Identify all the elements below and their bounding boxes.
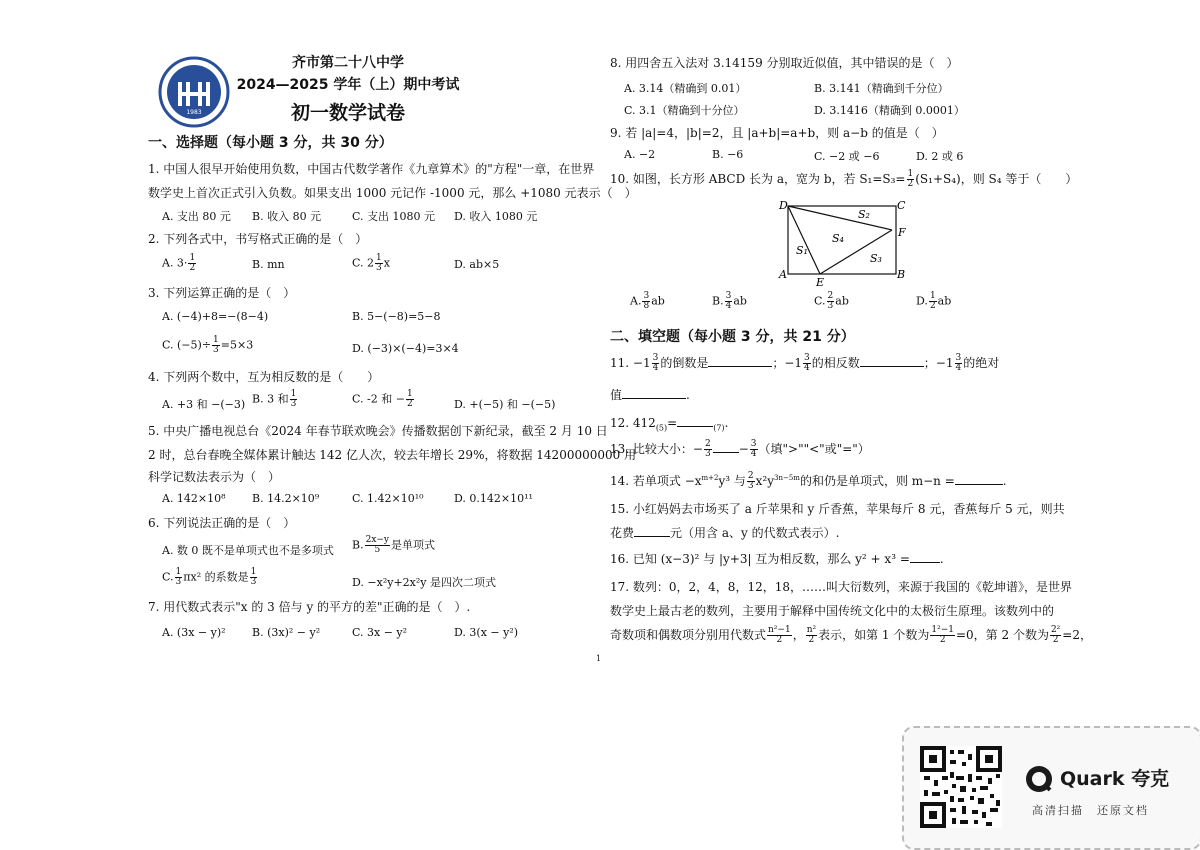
fraction: $\frac{1}{3}$ [250,567,257,587]
q9-option-c[interactable]: C. −2 或 −6 [814,150,880,163]
q17-line3: 奇数项和偶数项分别用代数式 $\frac{\text{n²−1}}{2}$ ， $\frac{\text{n²}}{2}$ 表示，如第 1 个数为 $\frac{\text{1²−1}}{2}$ =0，第 2 个数为 $\frac{\text{2²}}{2}$ =2， [610,625,1092,645]
fraction: $\frac{2}{3}$ [827,291,834,311]
q11-blank-3[interactable] [622,386,686,399]
q15-blank[interactable] [634,524,670,537]
q11-line1: 11. −1 $\frac{3}{4}$ 的倒数是 ；−1 $\frac{3}{4}$ 的相反数 ；−1 $\frac{3}{4}$ 的绝对 [610,353,1000,373]
q4-option-a[interactable]: A. +3 和 −(−3) [162,398,246,411]
q7-option-a[interactable]: A. (3x − y)² [162,626,226,639]
q11-blank-1[interactable] [708,354,772,367]
quark-tagline: 高清扫描 还原文档 [1032,804,1149,817]
q14-blank[interactable] [955,472,1003,485]
q2-stem: 2. 下列各式中，书写格式正确的是（ ） [148,232,368,246]
q8-stem: 8. 用四舍五入法对 3.14159 分别取近似值，其中错误的是（ ） [610,56,959,70]
q5-option-c[interactable]: C. 1.42×10¹⁰ [352,492,424,505]
fraction: $\frac{\text{2²}}{2}$ [1050,625,1061,645]
fraction: $\frac{2}{3}$ [747,471,754,491]
q3-option-d[interactable]: D. (−3)×(−4)=3×4 [352,342,459,355]
q5-option-d[interactable]: D. 0.142×10¹¹ [454,492,533,505]
fraction: $\frac{\text{n²}}{2}$ [806,625,817,645]
svg-text:1983: 1983 [186,109,202,116]
vertex-d: D [779,199,788,212]
fraction: $\frac{3}{4}$ [955,353,962,373]
q5-line1: 5. 中央广播电视总台《2024 年春节联欢晚会》传播数据创下新纪录，截至 2 月 10 日 [148,424,608,438]
fraction: $\frac{1}{2}$ [406,389,413,409]
q4-stem: 4. 下列两个数中，互为相反数的是（ ） [148,370,380,384]
fraction: $\frac{1}{3}$ [213,335,219,355]
q1-option-c[interactable]: C. 支出 1080 元 [352,210,436,223]
region-s4: S₄ [832,232,844,245]
region-s1: S₁ [796,244,808,257]
fraction: $\frac{2x-y}{5}$ [365,535,390,555]
q8-option-c[interactable]: C. 3.1（精确到十分位） [624,104,745,117]
fraction: $\frac{1}{3}$ [376,253,382,273]
q9-option-b[interactable]: B. −6 [712,148,744,161]
q8-option-d[interactable]: D. 3.1416（精确到 0.0001） [814,104,965,117]
q6-option-c[interactable]: C. $\frac{1}{3}$ πx² 的系数是 $\frac{1}{3}$ [162,567,257,587]
vertex-c: C [897,199,906,212]
q13-line: 13. 比较大小：− $\frac{2}{3}$ − $\frac{3}{4}$ （填">""<"或"="） [610,439,870,459]
q10-option-d[interactable]: D. $\frac{1}{2}$ ab [916,291,952,311]
qr-code-icon [920,746,1002,828]
q8-option-b[interactable]: B. 3.141（精确到千分位） [814,82,949,95]
fraction: $\frac{1}{2}$ [189,253,196,273]
fraction: $\frac{3}{4}$ [725,291,732,311]
q1-line2: 数学史上首次正式引入负数。如果支出 1000 元记作 -1000 元，那么 +1080 元表示（ ） [148,186,637,200]
q5-line3: 科学记数法表示为（ ） [148,470,281,484]
q16-blank[interactable] [910,550,940,563]
vertex-b: B [897,268,906,281]
quark-watermark [902,726,1200,850]
q11-line2: 值 . [610,388,690,402]
fraction: $\frac{\text{n²−1}}{2}$ [768,625,791,645]
rectangle-figure [776,196,912,288]
q4-option-d[interactable]: D. +(−5) 和 −(−5) [454,398,556,411]
q1-option-a[interactable]: A. 支出 80 元 [162,210,231,223]
q11-blank-2[interactable] [860,354,924,367]
q9-option-a[interactable]: A. −2 [624,148,656,161]
q9-stem: 9. 若 |a|=4，|b|=2，且 |a+b|=a+b，则 a−b 的值是（ ） [610,126,944,140]
vertex-a: A [779,268,787,281]
q16-line: 16. 已知 (x−3)² 与 |y+3| 互为相反数，那么 y² + x³ = . [610,552,944,566]
exam-term: 2024—2025 学年（上）期中考试 [236,77,460,93]
quark-logo-icon [1024,764,1054,794]
fraction: $\frac{\text{1²−1}}{2}$ [931,625,954,645]
q3-stem: 3. 下列运算正确的是（ ） [148,286,296,300]
q17-line2: 数学史上最古老的数列，主要用于解释中国传统文化中的太极衍生原理。该数列中的 [610,604,1055,618]
fraction: $\frac{3}{4}$ [652,353,659,373]
section-fill-heading: 二、填空题（每小题 3 分，共 21 分） [610,329,855,345]
q10-stem: 10. 如图，长方形 ABCD 长为 a，宽为 b，若 S₁=S₃= $\frac{1}{2}$ (S₁+S₄)，则 S₄ 等于（ ） [610,169,1078,189]
section-choice-heading: 一、选择题（每小题 3 分，共 30 分） [148,135,393,151]
fraction: $\frac{3}{8}$ [643,291,650,311]
region-s3: S₃ [870,252,882,265]
q6-option-b[interactable]: B. $\frac{2x-y}{5}$ 是单项式 [352,535,436,555]
q12-line: 12. $412_{(5)}= _{(7)}$. [610,416,729,433]
fraction: $\frac{2}{3}$ [704,439,711,459]
q5-option-a[interactable]: A. 142×10⁸ [162,492,226,505]
exam-title: 初一数学试卷 [290,102,405,124]
fraction: $\frac{1}{3}$ [175,567,182,587]
q8-option-a[interactable]: A. 3.14（精确到 0.01） [624,82,747,95]
region-s2: S₂ [858,208,870,221]
q2-option-c[interactable]: C. 2 $\frac{1}{3}$ x [352,253,390,273]
q4-option-c[interactable]: C. -2 和 − $\frac{1}{2}$ [352,389,413,409]
q1-option-b[interactable]: B. 收入 80 元 [252,210,322,223]
q13-blank[interactable] [713,440,739,453]
q7-stem: 7. 用代数式表示"x 的 3 倍与 y 的平方的差"正确的是（ ）. [148,600,471,614]
quark-brand: Quark 夸克 [1060,768,1170,790]
q7-option-b[interactable]: B. (3x)² − y² [252,626,321,639]
school-name: 齐市第二十八中学 [292,55,404,71]
q7-option-c[interactable]: C. 3x − y² [352,626,408,639]
q1-line1: 1. 中国人很早开始使用负数，中国古代数学著作《九章算术》的"方程"一章，在世界 [148,162,595,176]
fraction: $\frac{3}{4}$ [750,439,757,459]
q3-option-b[interactable]: B. 5−(−8)=5−8 [352,310,441,323]
fraction: $\frac{1}{3}$ [290,389,297,409]
q5-line2: 2 时，总台春晚全媒体累计触达 142 亿人次，较去年增长 29%，将数据 14200000000 用 [148,448,637,462]
fraction: $\frac{1}{2}$ [907,169,914,189]
q1-option-d[interactable]: D. 收入 1080 元 [454,210,538,223]
q3-option-c[interactable]: C. (−5)÷ $\frac{1}{3}$ =5×3 [162,335,254,355]
q6-option-d[interactable]: D. −x²y+2x²y 是四次二项式 [352,576,497,589]
q12-blank[interactable] [677,414,713,427]
fraction: $\frac{3}{4}$ [804,353,810,373]
q7-option-d[interactable]: D. 3(x − y²) [454,626,519,639]
q5-option-b[interactable]: B. 14.2×10⁹ [252,492,320,505]
fraction: $\frac{1}{2}$ [929,291,936,311]
q4-option-b[interactable]: B. 3 和 $\frac{1}{3}$ [252,389,297,409]
school-logo [158,56,230,128]
q2-option-b[interactable]: B. mn [252,258,285,271]
q2-option-a[interactable]: A. 3· $\frac{1}{2}$ [162,253,196,273]
q3-option-a[interactable]: A. (−4)+8=−(8−4) [162,310,269,323]
q10-option-a[interactable]: A. $\frac{3}{8}$ ab [630,291,665,311]
q10-option-b[interactable]: B. $\frac{3}{4}$ ab [712,291,747,311]
point-e: E [816,276,825,288]
q6-option-a[interactable]: A. 数 0 既不是单项式也不是多项式 [162,544,334,557]
q6-stem: 6. 下列说法正确的是（ ） [148,516,296,530]
q9-option-d[interactable]: D. 2 或 6 [916,150,964,163]
q17-line1: 17. 数列：0，2，4，8，12，18，……叫大衍数列，来源于我国的《乾坤谱》，是世界 [610,580,1072,594]
q14-line: 14. 若单项式 $-x^{m+2}y^3$ 与 $\frac{2}{3}$ $x^2y^{3n-5m}$的和仍是单项式，则 m−n = . [610,471,1007,491]
point-f: F [898,226,906,239]
page-number: 1 [596,654,602,663]
q2-option-d[interactable]: D. ab×5 [454,258,500,271]
q10-option-c[interactable]: C. $\frac{2}{3}$ ab [814,291,849,311]
q15-line1: 15. 小红妈妈去市场买了 a 斤苹果和 y 斤香蕉，苹果每斤 8 元，香蕉每斤 5 元，则共 [610,502,1065,516]
q15-line2: 花费 元（用含 a、y 的代数式表示）. [610,526,840,540]
